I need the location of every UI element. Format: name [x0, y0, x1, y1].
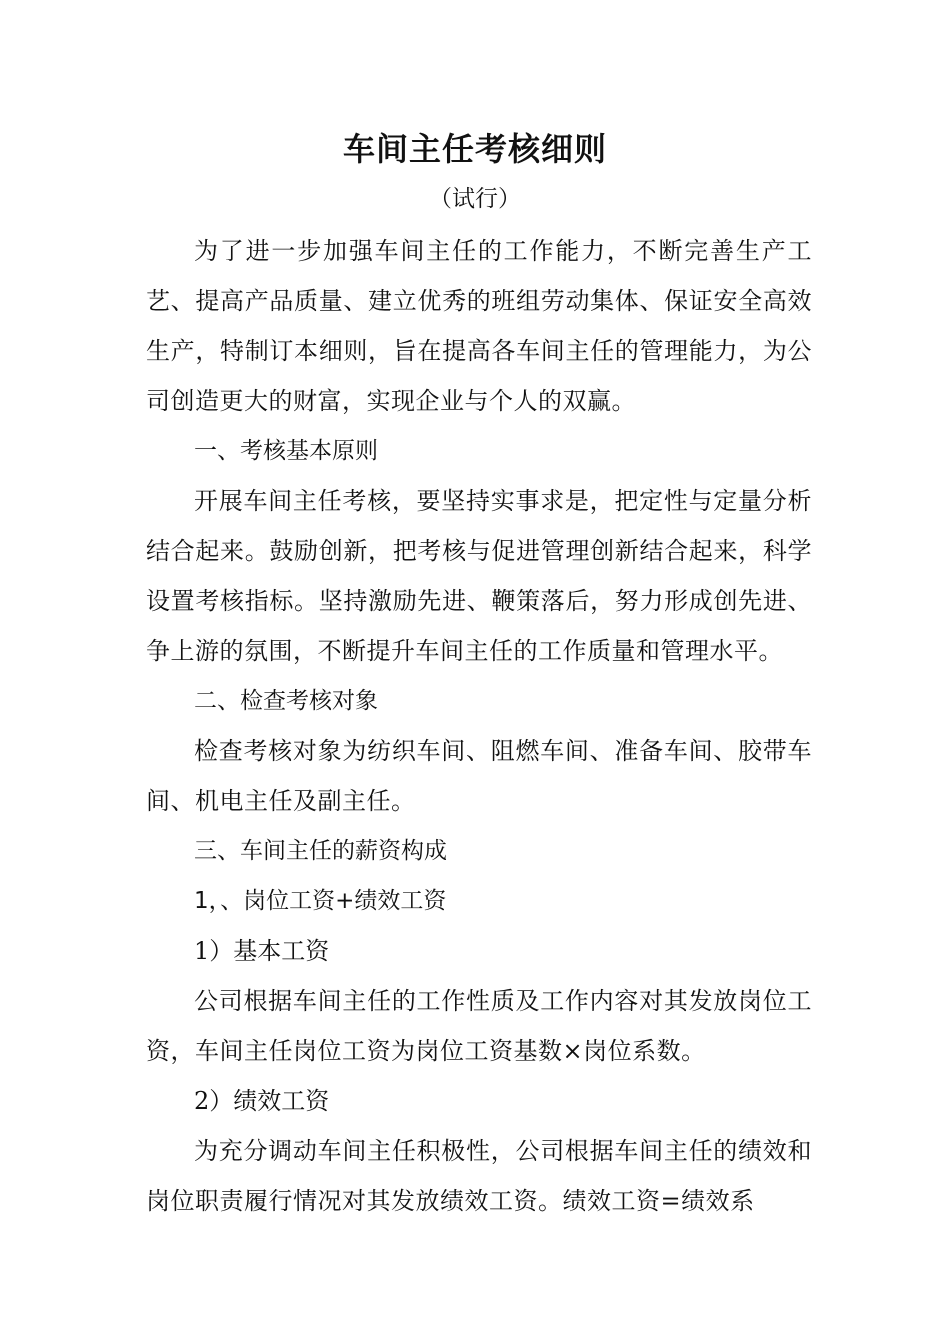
paragraph-principles: 开展车间主任考核，要坚持实事求是，把定性与定量分析结合起来。鼓励创新，把考核与促进管理创新结合起来，科学设置考核指标。坚持激励先进、鞭策落后，努力形成创先进、争上游的氛围，不断提升车间主任的工作质量和管理水平。: [146, 487, 812, 665]
document-title: 车间主任考核细则: [342, 130, 607, 168]
section-heading-targets: 二、检查考核对象: [194, 688, 378, 714]
section-heading-principles: 一、考核基本原则: [194, 438, 378, 464]
paragraph-base-salary: 公司根据车间主任的工作性质及工作内容对其发放岗位工资，车间主任岗位工资为岗位工资基数×岗位系数。: [146, 987, 812, 1065]
paragraph-performance-salary: 为充分调动车间主任积极性，公司根据车间主任的绩效和岗位职责履行情况对其发放绩效工资。绩效工资=绩效系: [146, 1137, 812, 1215]
paragraph-targets: 检查考核对象为纺织车间、阻燃车间、准备车间、胶带车间、机电主任及副主任。: [146, 737, 812, 815]
item-heading-base-salary: 1）基本工资: [194, 937, 330, 965]
item-heading-performance-salary: 2）绩效工资: [194, 1087, 330, 1115]
document-subtitle: （试行）: [429, 186, 521, 212]
section-heading-salary: 三、车间主任的薪资构成: [194, 838, 447, 864]
document-body: [146, 226, 812, 1226]
paragraph-intro: 为了进一步加强车间主任的工作能力，不断完善生产工艺、提高产品质量、建立优秀的班组劳动集体、保证安全高效生产，特制订本细则，旨在提高各车间主任的管理能力，为公司创造更大的财富，实现企业与个人的双赢。: [146, 237, 812, 415]
subsection-heading-salary-structure: 1，、岗位工资+绩效工资: [194, 888, 447, 914]
